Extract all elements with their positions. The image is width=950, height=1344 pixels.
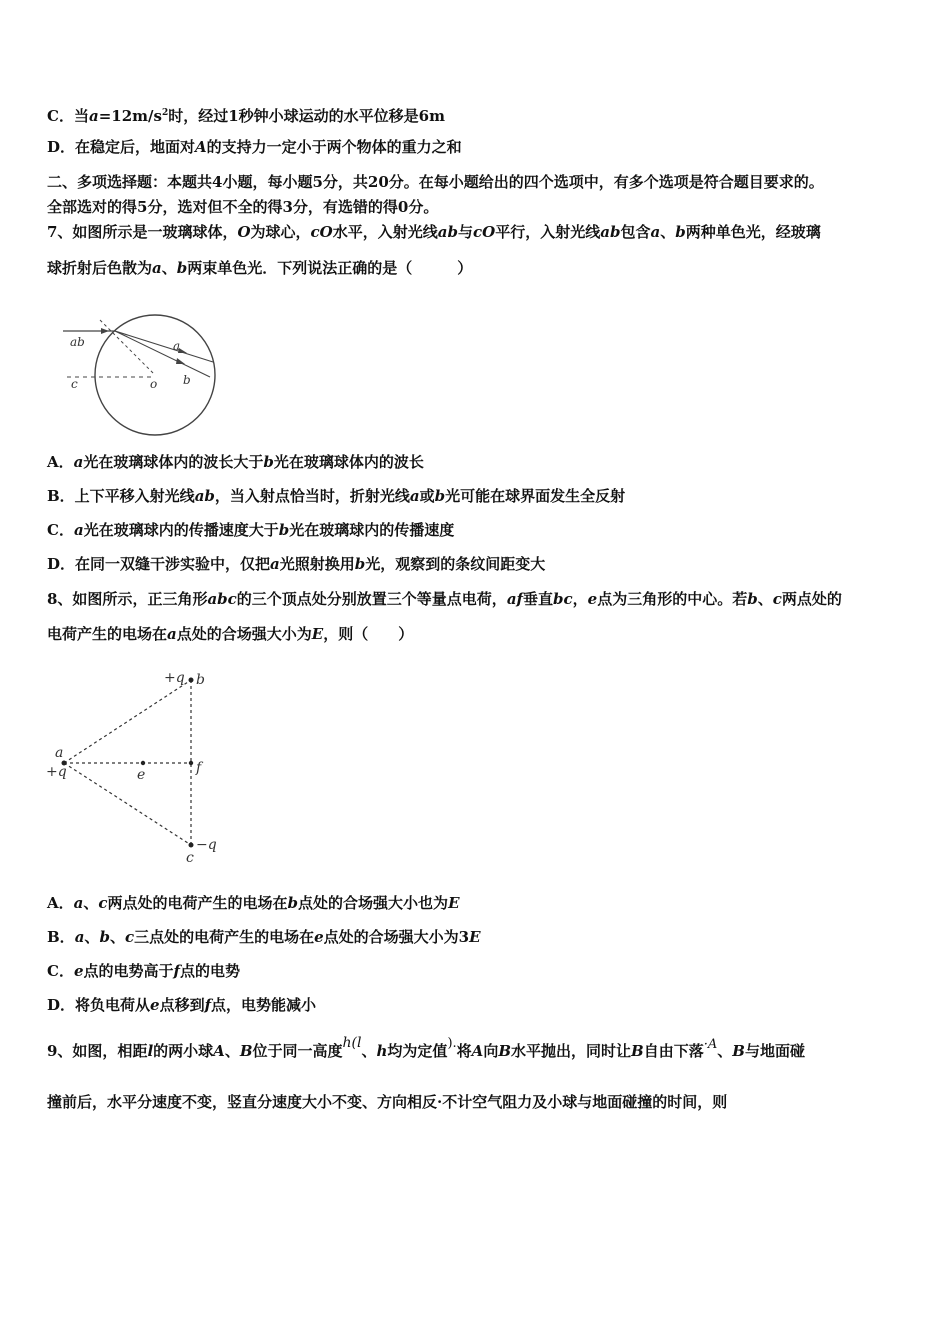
q8-option-d: D．将负电荷从e点移到f点，电势能减小	[47, 996, 317, 1014]
ray-b-arrow	[176, 358, 185, 364]
label-e: e	[137, 767, 146, 783]
q7-stem-line-2: 球折射后色散为a、b两束单色光．下列说法正确的是（ ）	[47, 259, 473, 277]
label-o: o	[150, 377, 158, 391]
q8-option-b: B．a、b、c三点处的电荷产生的电场在e点处的合场强大小为3E	[47, 928, 481, 946]
q7-option-c: C．a光在玻璃球内的传播速度大于b光在玻璃球内的传播速度	[47, 521, 455, 539]
incident-ray-arrow	[101, 328, 109, 334]
q7-option-a: A．a光在玻璃球体内的波长大于b光在玻璃球体内的波长	[47, 453, 424, 471]
q7-option-d: D．在同一双缝干涉实验中，仅把a光照射换用b光，观察到的条纹间距变大	[47, 555, 546, 573]
q8-stem-line-2: 电荷产生的电场在a点处的合场强大小为E，则（ ）	[47, 625, 414, 643]
label-qa: +q	[46, 764, 67, 780]
option-c-prev: C．当$a=12m/s^2$时，经过1秒钟小球运动的水平位移是6m	[47, 107, 445, 125]
q7-glass-sphere-figure	[55, 300, 230, 440]
q8-option-c: C．e点的电势高于f点的电势	[47, 962, 240, 980]
label-f: f	[196, 760, 202, 776]
point-f	[189, 761, 193, 765]
vertex-b	[189, 678, 194, 683]
normal-dashed-line	[100, 320, 155, 375]
vertex-c	[189, 843, 194, 848]
label-qb: +q	[164, 670, 185, 686]
label-b: b	[196, 672, 205, 688]
q7-option-b: B．上下平移入射光线ab，当入射点恰当时，折射光线a或b光可能在球界面发生全反射	[47, 487, 626, 505]
label-qc: −q	[196, 837, 217, 853]
q7-stem-line-1: 7、如图所示是一玻璃球体，O为球心，cO水平，入射光线ab与cO平行，入射光线ab包含a、b两种单色光，经玻璃	[47, 223, 821, 241]
side-ac	[64, 763, 191, 845]
q8-option-a: A．a、c两点处的电荷产生的电场在b点处的合场强大小也为E	[47, 894, 460, 912]
q9-stem-line-1: 9、如图，相距l的两小球A、B位于同一高度h(l、h均为定值).将A向B水平抛出，同时让B自由下落·A、B与地面碰	[47, 1035, 805, 1060]
q8-stem-line-1: 8、如图所示，正三角形abc的三个顶点处分别放置三个等量点电荷，af垂直bc，e点为三角形的中心。若b、c两点处的	[47, 590, 842, 608]
label-a: a	[55, 745, 64, 761]
label-ab: ab	[70, 335, 85, 349]
label-c: c	[71, 377, 78, 391]
side-ab	[64, 680, 191, 763]
label-c: c	[186, 850, 194, 866]
refracted-ray-b	[115, 331, 210, 377]
label-b: b	[183, 373, 191, 387]
label-a: a	[173, 339, 181, 353]
q8-triangle-figure	[40, 660, 240, 870]
section-heading-line-2: 全部选对的得5分，选对但不全的得3分，有选错的得0分。	[47, 198, 439, 216]
q9-stem-line-2: 撞前后，水平分速度不变，竖直分速度大小不变、方向相反·不计空气阻力及小球与地面碰撞的时间，则	[47, 1093, 728, 1111]
option-d-prev: D．在稳定后，地面对A的支持力一定小于两个物体的重力之和	[47, 138, 462, 156]
point-e	[141, 761, 145, 765]
refracted-ray-a	[115, 331, 213, 362]
section-heading-line-1: 二、多项选择题：本题共4小题，每小题5分，共20分。在每小题给出的四个选项中，有多个选项是符合题目要求的。	[47, 173, 824, 191]
